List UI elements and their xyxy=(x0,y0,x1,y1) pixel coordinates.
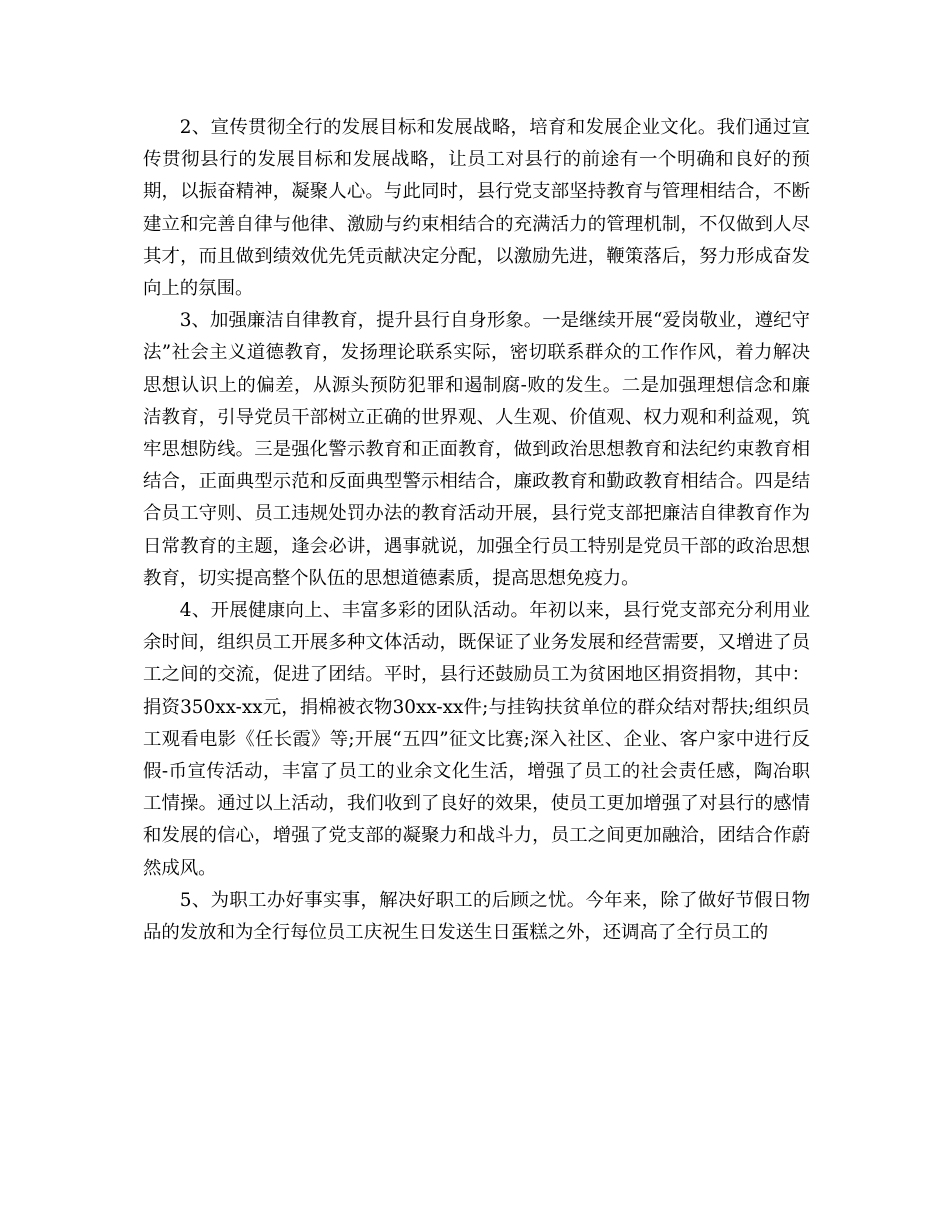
paragraph-item-5: 5、为职工办好事实事，解决好职工的后顾之忧。今年来，除了做好节假日物品的发放和为全行每位员工庆祝生日发送生日蛋糕之外，还调高了全行员工的 xyxy=(143,889,810,944)
paragraph-item-3: 3、加强廉洁自律教育，提升县行自身形象。一是继续开展“爱岗敬业，遵纪守法”社会主义道德教育，发扬理论联系实际，密切联系群众的工作作风，着力解决思想认识上的偏差，从源头预防犯罪和遏制腐-败的发生。二是加强理想信念和廉洁教育，引导党员干部树立正确的世界观、人生观、价值观、权力观和利益观，筑牢思想防线。三是强化警示教育和正面教育，做到政治思想教育和法纪约束教育相结合，正面典型示范和反面典型警示相结合，廉政教育和勤政教育相结合。四是结合员工守则、员工违规处罚办法的教育活动开展，县行党支部把廉洁自律教育作为日常教育的主题，逢会必讲，遇事就说，加强全行员工特别是党员干部的政治思想教育，切实提高整个队伍的思想道德素质，提高思想免疫力。 xyxy=(143,310,810,589)
document-body xyxy=(143,112,810,949)
paragraph-item-4: 4、开展健康向上、丰富多彩的团队活动。年初以来，县行党支部充分利用业余时间，组织员工开展多种文体活动，既保证了业务发展和经营需要，又增进了员工之间的交流，促进了团结。平时，县行还鼓励员工为贫困地区捐资捐物，其中：捐资350xx-xx元，捐棉被衣物30xx-xx件;与挂钩扶贫单位的群众结对帮扶;组织员工观看电影《任长霞》等;开展“五四”征文比赛;深入社区、企业、客户家中进行反假-币宣传活动，丰富了员工的业余文化生活，增强了员工的社会责任感，陶冶职工情操。通过以上活动，我们收到了良好的效果，使员工更加增强了对县行的感情和发展的信心，增强了党支部的凝聚力和战斗力，员工之间更加融洽，团结合作蔚然成风。 xyxy=(143,600,810,879)
paragraph-item-2: 2、宣传贯彻全行的发展目标和发展战略，培育和发展企业文化。我们通过宣传贯彻县行的发展目标和发展战略，让员工对县行的前途有一个明确和良好的预期，以振奋精神，凝聚人心。与此同时，县行党支部坚持教育与管理相结合，不断建立和完善自律与他律、激励与约束相结合的充满活力的管理机制，不仅做到人尽其才，而且做到绩效优先凭贡献决定分配，以激励先进，鞭策落后，努力形成奋发向上的氛围。 xyxy=(143,117,810,300)
